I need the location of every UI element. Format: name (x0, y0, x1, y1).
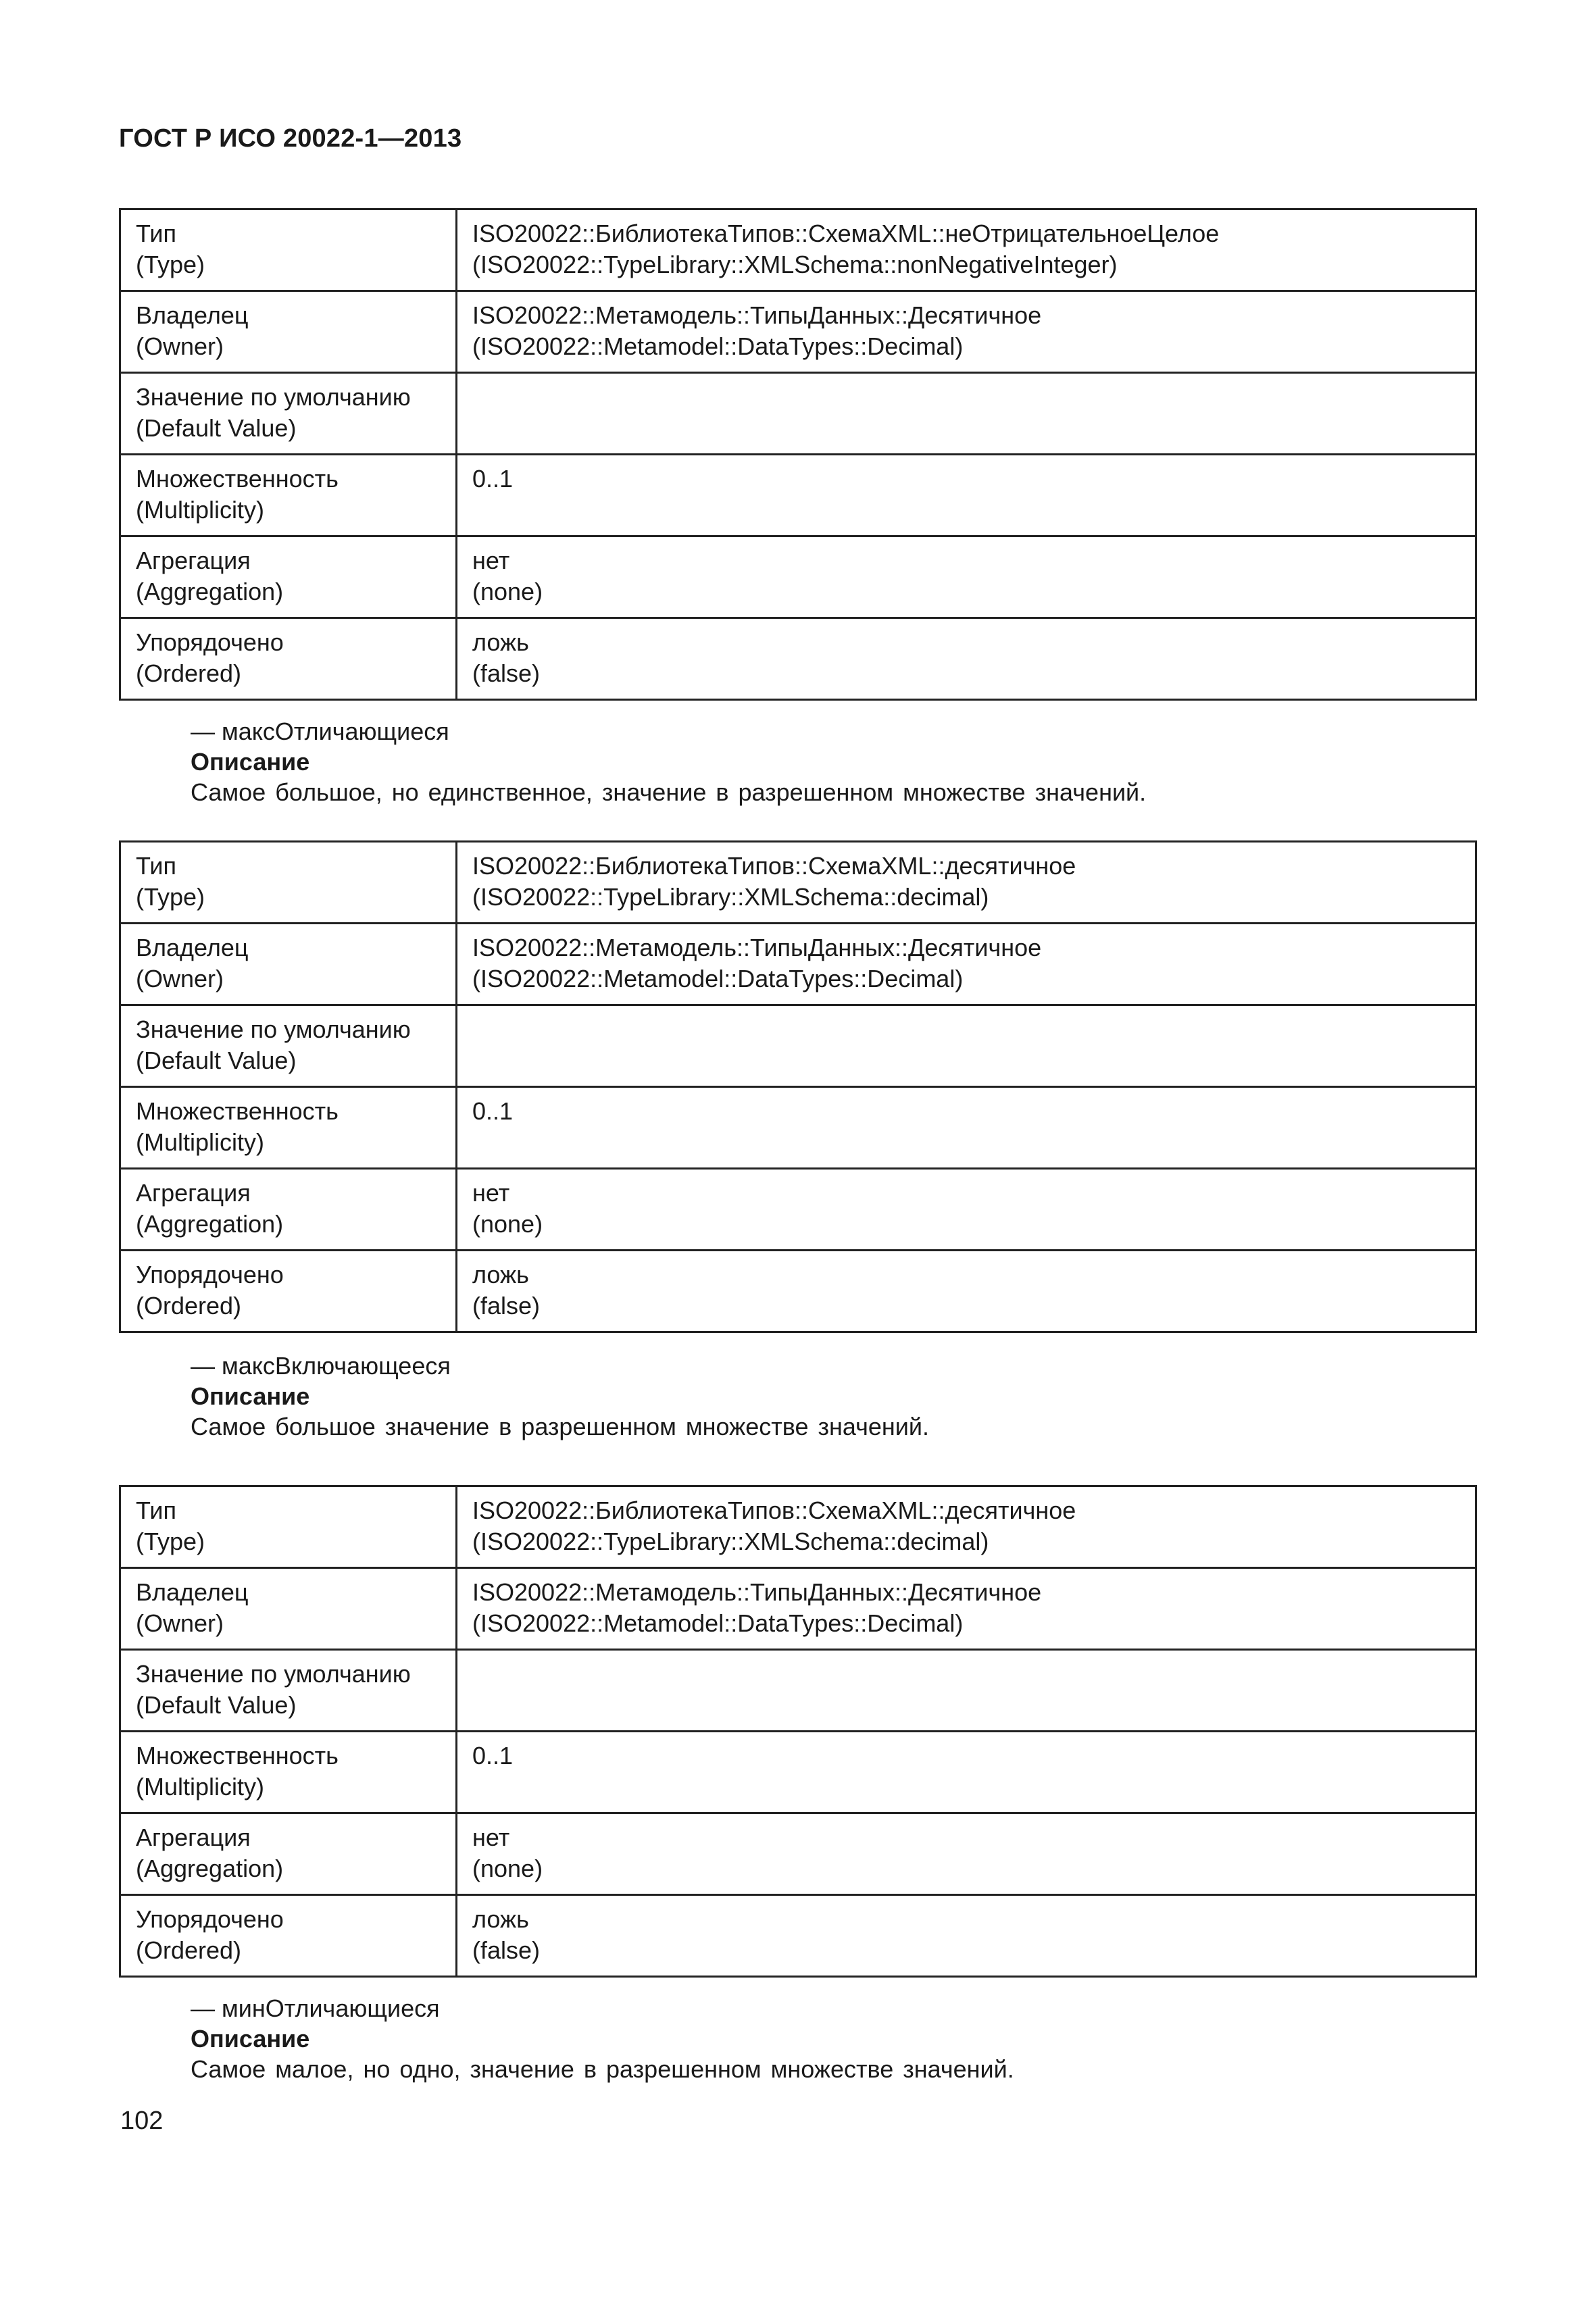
label-cell: Владелец (Owner) (120, 291, 457, 373)
value-cell: ISO20022::Метамодель::ТипыДанных::Десятичное (ISO20022::Metamodel::DataTypes::Decimal) (457, 291, 1476, 373)
page-number: 102 (120, 2107, 164, 2135)
description-text: Самое малое, но одно, значение в разрешенном множестве значений. (191, 2055, 1014, 2083)
label-cell: Тип (Type) (120, 842, 457, 924)
attribute-table (119, 1485, 1477, 1978)
attribute-table (119, 840, 1477, 1333)
label-cell: Множественность (Multiplicity) (120, 455, 457, 536)
table-row-owner (120, 291, 1476, 373)
label-cell: Упорядочено (Ordered) (120, 1251, 457, 1332)
table-row-multiplicity (120, 1087, 1476, 1169)
table-row-owner (120, 924, 1476, 1005)
label-cell: Тип (Type) (120, 209, 457, 291)
label-cell: Множественность (Multiplicity) (120, 1732, 457, 1813)
label-cell: Упорядочено (Ordered) (120, 618, 457, 700)
label-cell: Значение по умолчанию (Default Value) (120, 1650, 457, 1732)
table-row-type (120, 842, 1476, 924)
value-cell: нет (none) (457, 1813, 1476, 1895)
description-label: Описание (191, 2025, 310, 2053)
label-cell: Множественность (Multiplicity) (120, 1087, 457, 1169)
value-cell (457, 1650, 1476, 1732)
description-label: Описание (191, 748, 310, 776)
description-text: Самое большое, но единственное, значение в разрешенном множестве значений. (191, 778, 1147, 806)
table-row-aggregation (120, 536, 1476, 618)
table-row-type (120, 209, 1476, 291)
attribute-description (191, 716, 1146, 807)
label-cell: Агрегация (Aggregation) (120, 1813, 457, 1895)
description-label: Описание (191, 1382, 310, 1410)
value-cell: 0..1 (457, 455, 1476, 536)
table-row-default-value (120, 1650, 1476, 1732)
value-cell: 0..1 (457, 1732, 1476, 1813)
value-cell: нет (none) (457, 1169, 1476, 1251)
table-row-aggregation (120, 1169, 1476, 1251)
value-cell: ISO20022::БиблиотекаТипов::СхемаXML::неОтрицательноеЦелое (ISO20022::TypeLibrary::XMLSchema::nonNegativeInteger) (457, 209, 1476, 291)
attribute-description (191, 1351, 929, 1442)
label-cell: Владелец (Owner) (120, 1568, 457, 1650)
value-cell: ISO20022::БиблиотекаТипов::СхемаXML::десятичное (ISO20022::TypeLibrary::XMLSchema::decimal) (457, 842, 1476, 924)
label-cell: Тип (Type) (120, 1486, 457, 1568)
table-row-multiplicity (120, 455, 1476, 536)
value-cell: ложь (false) (457, 1251, 1476, 1332)
value-cell: ISO20022::Метамодель::ТипыДанных::Десятичное (ISO20022::Metamodel::DataTypes::Decimal) (457, 924, 1476, 1005)
table-row-ordered (120, 618, 1476, 700)
value-cell: 0..1 (457, 1087, 1476, 1169)
attribute-name: — максОтличающиеся (191, 718, 449, 745)
value-cell (457, 373, 1476, 455)
value-cell: ISO20022::Метамодель::ТипыДанных::Десятичное (ISO20022::Metamodel::DataTypes::Decimal) (457, 1568, 1476, 1650)
value-cell: нет (none) (457, 536, 1476, 618)
label-cell: Агрегация (Aggregation) (120, 536, 457, 618)
table-row-aggregation (120, 1813, 1476, 1895)
attribute-table (119, 208, 1477, 701)
attribute-name: — минОтличающиеся (191, 1994, 440, 2022)
label-cell: Значение по умолчанию (Default Value) (120, 373, 457, 455)
table-row-owner (120, 1568, 1476, 1650)
document-header: ГОСТ Р ИСО 20022-1—2013 (119, 124, 462, 153)
value-cell (457, 1005, 1476, 1087)
label-cell: Владелец (Owner) (120, 924, 457, 1005)
label-cell: Агрегация (Aggregation) (120, 1169, 457, 1251)
table-row-ordered (120, 1251, 1476, 1332)
table-row-ordered (120, 1895, 1476, 1977)
value-cell: ложь (false) (457, 1895, 1476, 1977)
table-row-multiplicity (120, 1732, 1476, 1813)
value-cell: ISO20022::БиблиотекаТипов::СхемаXML::десятичное (ISO20022::TypeLibrary::XMLSchema::decimal) (457, 1486, 1476, 1568)
table-row-default-value (120, 1005, 1476, 1087)
attribute-name: — максВключающееся (191, 1352, 451, 1380)
table-row-type (120, 1486, 1476, 1568)
label-cell: Упорядочено (Ordered) (120, 1895, 457, 1977)
attribute-description (191, 1993, 1014, 2084)
label-cell: Значение по умолчанию (Default Value) (120, 1005, 457, 1087)
description-text: Самое большое значение в разрешенном множестве значений. (191, 1413, 929, 1440)
table-row-default-value (120, 373, 1476, 455)
value-cell: ложь (false) (457, 618, 1476, 700)
